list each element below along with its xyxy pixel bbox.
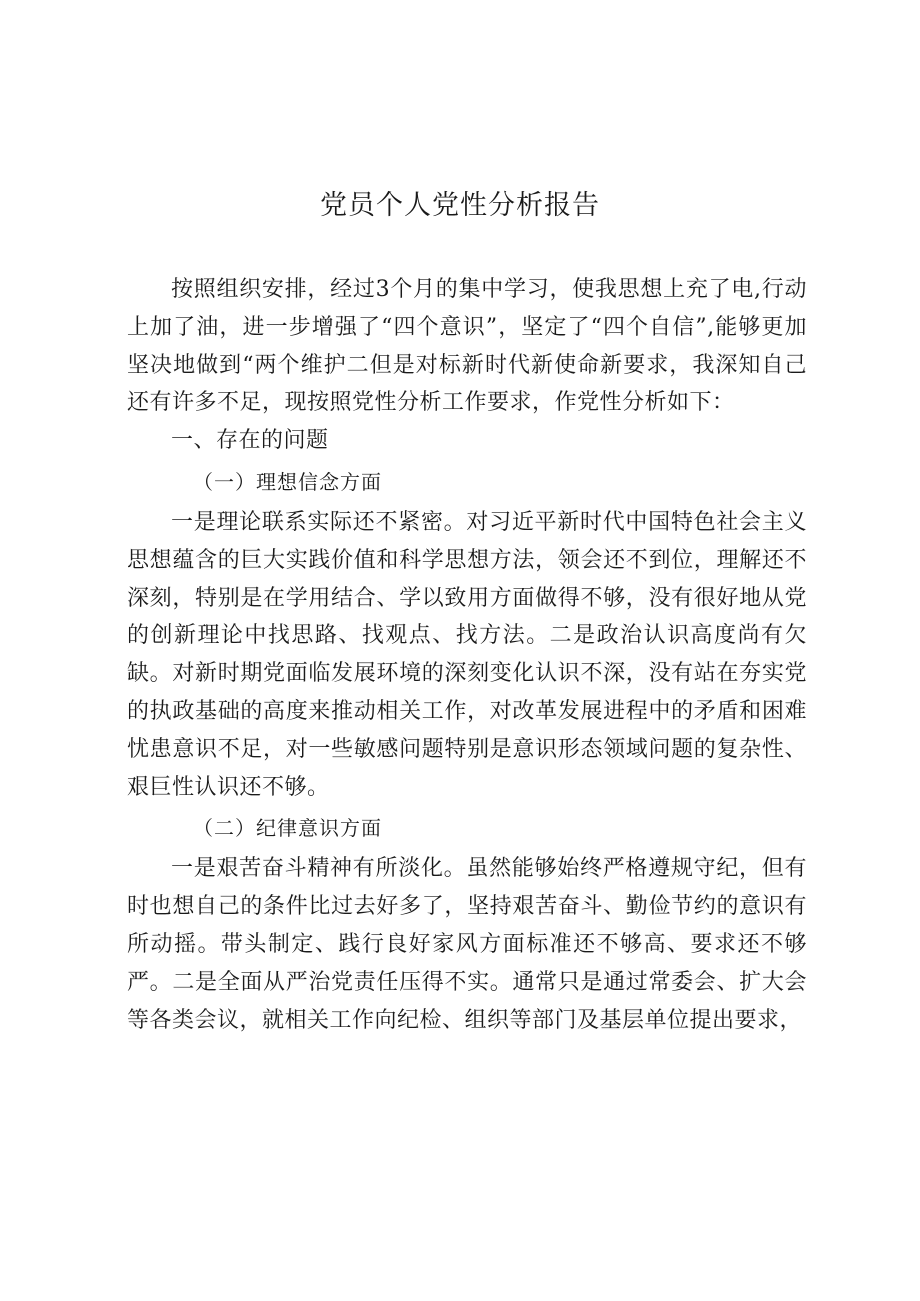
discipline-paragraph: 一是艰苦奋斗精神有所淡化。虽然能够始终严格遵规守纪，但有时也想自己的条件比过去好多了，坚持艰苦奋斗、勤俭节约的意识有所动摇。带头制定、践行良好家风方面标准还不够高、要求还不够严。二是全面从严治党责任压得不实。通常只是通过常委会、扩大会等各类会议，就相关工作向纪检、组织等部门及基层单位提出要求，	[127, 856, 807, 1033]
document-body	[127, 271, 807, 1039]
ideals-paragraph: 一是理论联系实际还不紧密。对习近平新时代中国特色社会主义思想蕴含的巨大实践价值和科学思想方法，领会还不到位，理解还不深刻，特别是在学用结合、学以致用方面做得不够，没有很好地从党的创新理论中找思路、找观点、找方法。二是政治认识高度尚有欠缺。对新时期党面临发展环境的深刻变化认识不深，没有站在夯实党的执政基础的高度来推动相关工作，对改革发展进程中的矛盾和困难忧患意识不足，对一些敏感问题特别是意识形态领域问题的复杂性、艰巨性认识还不够。	[127, 509, 807, 800]
intro-paragraph: 按照组织安排，经过3个月的集中学习，使我思想上充了电,行动上加了油，进一步增强了“四个意识”，坚定了“四个自信”,能够更加坚决地做到“两个维护二但是对标新时代新使命新要求，我深知自己还有许多不足，现按照党性分析工作要求，作党性分析如下：	[127, 277, 807, 416]
subsection-heading-ideals: （一）理想信念方面	[193, 469, 382, 494]
subsection-heading-discipline: （二）纪律意识方面	[193, 816, 382, 841]
document-title: 党员个人党性分析报告	[320, 190, 600, 221]
section-heading-problems: 一、存在的问题	[171, 428, 329, 454]
